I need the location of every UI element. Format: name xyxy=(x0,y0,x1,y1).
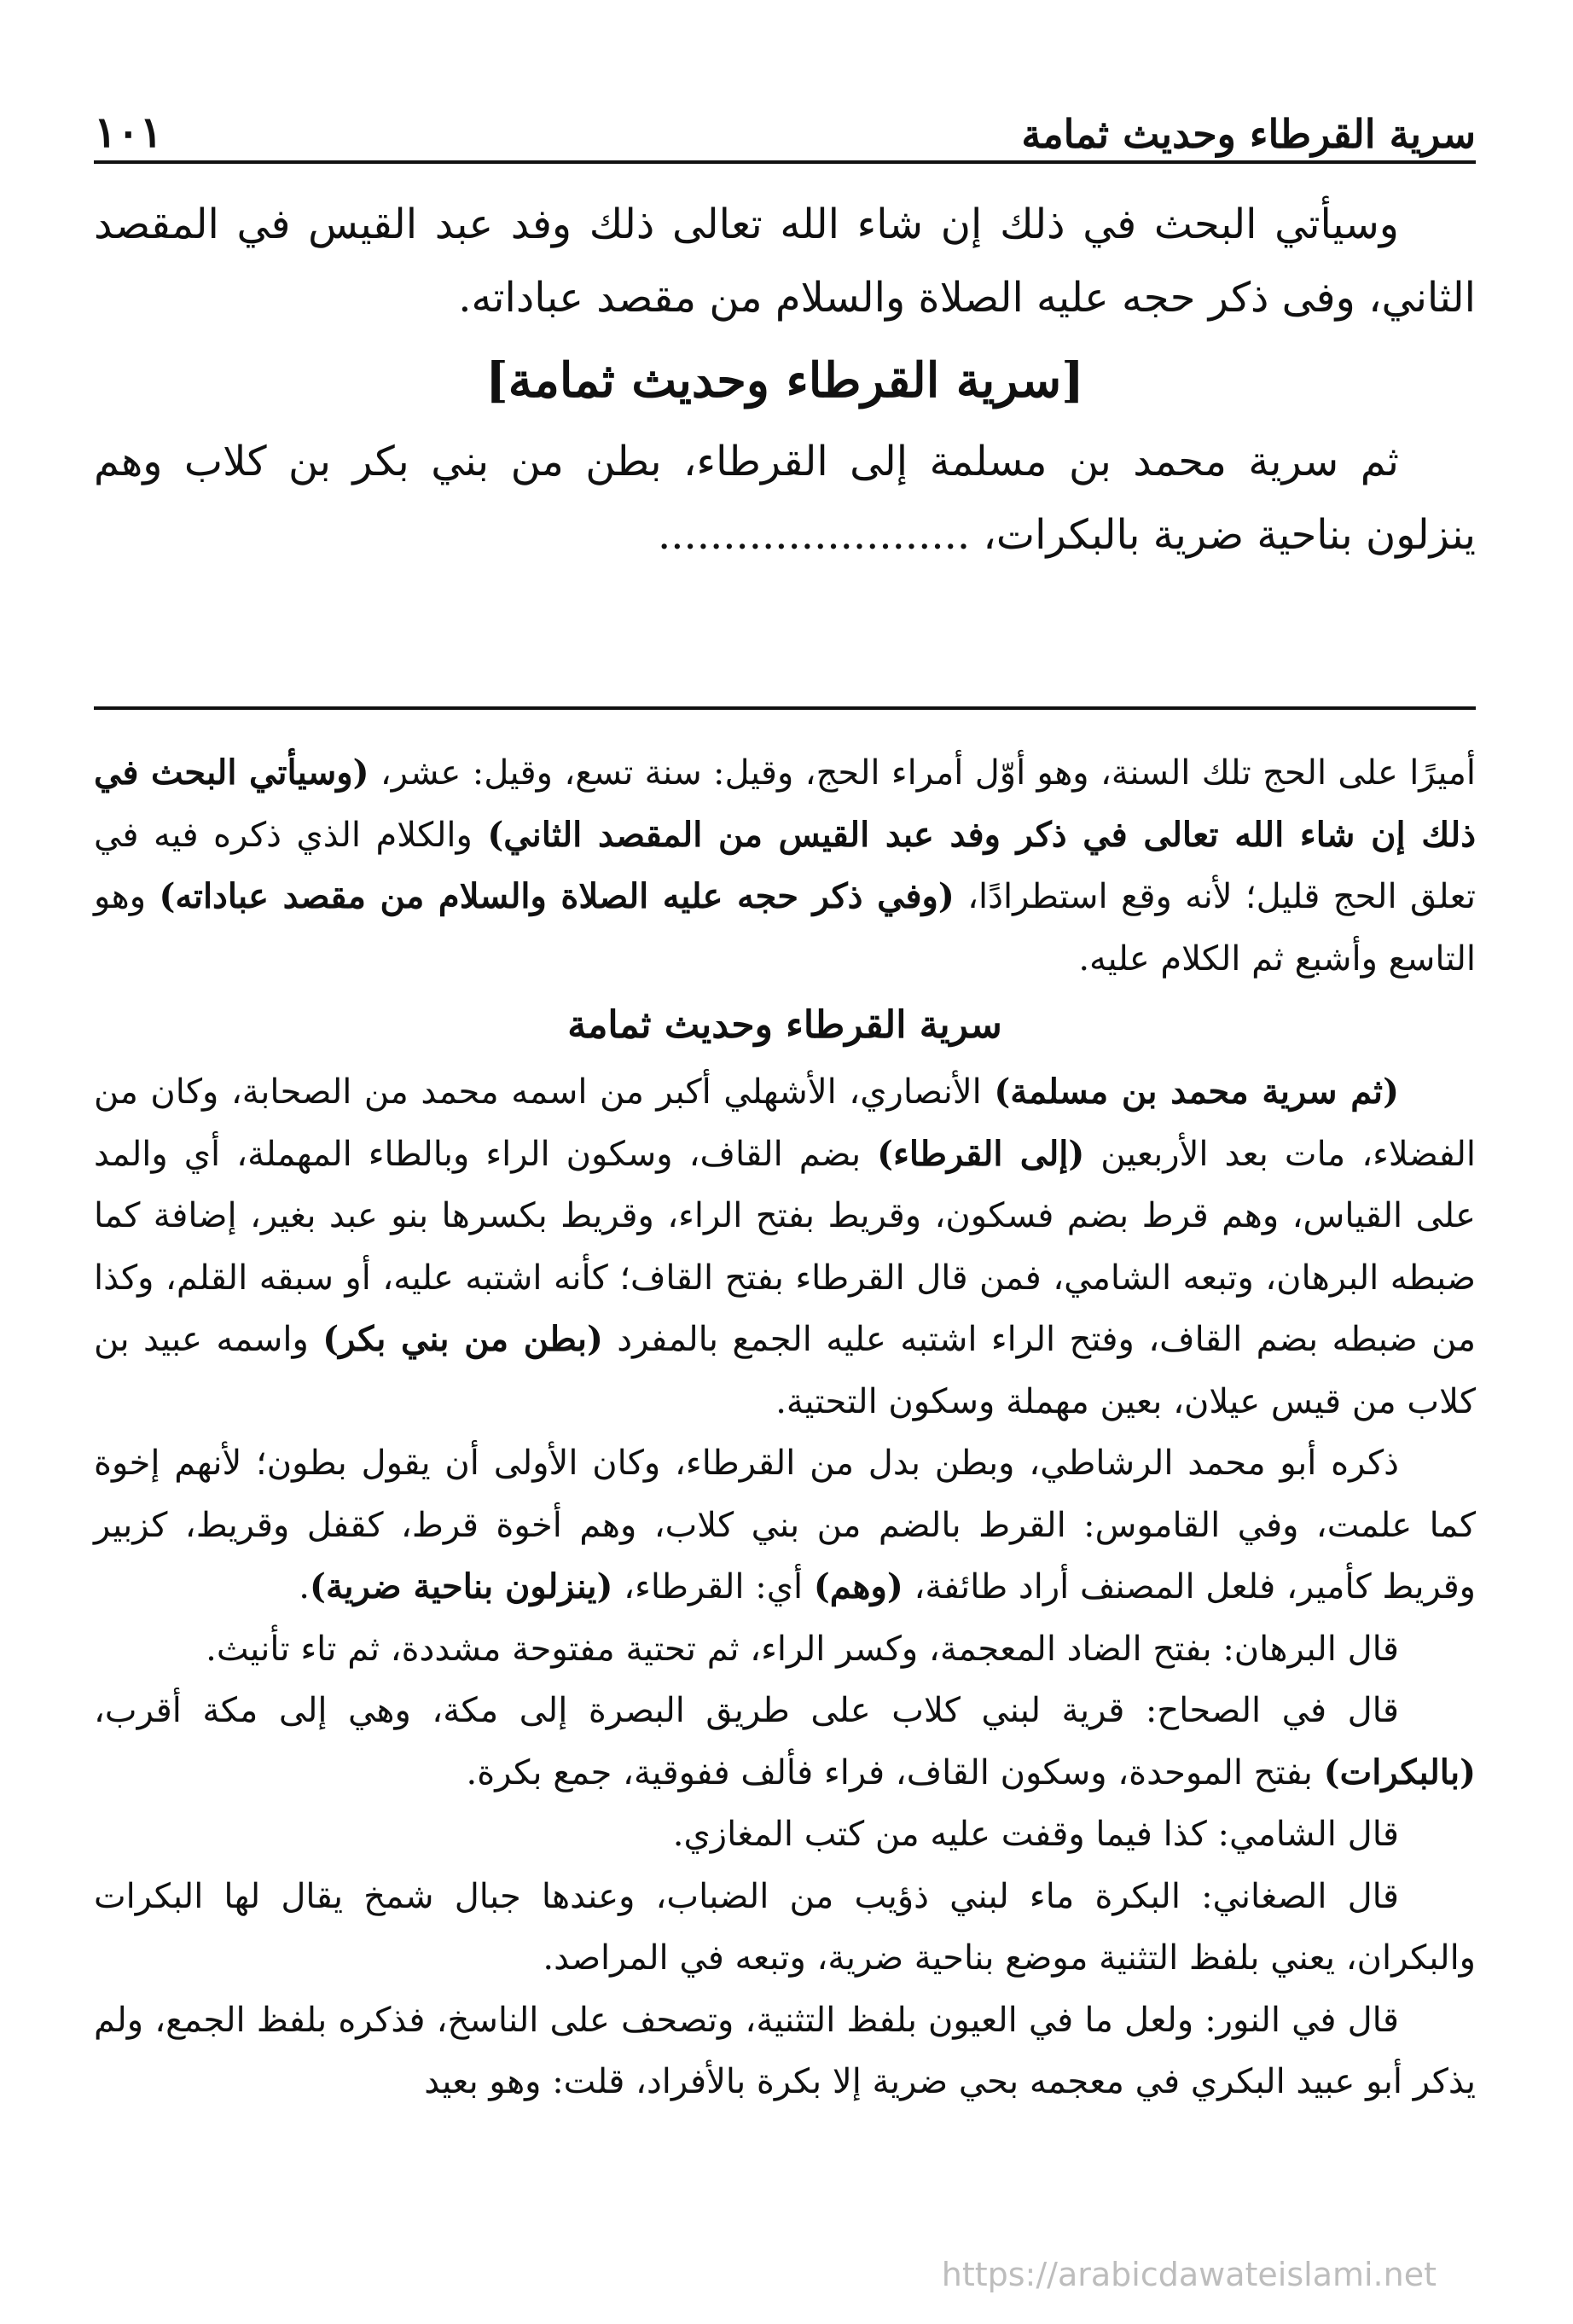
commentary-text: وهو التاسع وأشبع ثم الكلام عليه. xyxy=(94,877,1476,979)
main-text-paragraph xyxy=(94,425,1476,572)
quoted-main-text: (وهم) xyxy=(813,1566,903,1606)
commentary-text: بفتح الموحدة، وسكون القاف، فراء فألف ففوقية، جمع بكرة. xyxy=(466,1752,1324,1792)
main-text-sentence: ثم سرية محمد بن مسلمة إلى القرطاء، بطن من بني بكر بن كلاب وهم ينزلون بناحية ضرية بالبكرات، xyxy=(94,438,1476,559)
commentary-paragraph: قال في النور: ولعل ما في العيون بلفظ التثنية، وتصحف على الناسخ، فذكره بلفظ الجمع، ولم يذكر أبو عبيد البكري في معجمه بحي ضرية إلا بكرة بالأفراد، قلت: وهو بعيد xyxy=(94,2000,1476,2101)
commentary-heading: سرية القرطاء وحديث ثمامة xyxy=(567,1003,1002,1047)
main-text xyxy=(94,188,1476,572)
book-page xyxy=(94,68,1476,2286)
quoted-main-text: (ينزلون بناحية ضرية) xyxy=(310,1566,613,1606)
quoted-main-text: (بالبكرات) xyxy=(1323,1752,1476,1792)
commentary-text: ذكره أبو محمد الرشاطي، وبطن بدل من القرطاء، وكان الأولى أن يقول بطون؛ لأنهم إخوة كما علمت، وفي القاموس: القرط بالضم من بني كلاب، وهم أخوة قرط، كقفل وقريط، كزبير وقريط كأمير، فلعل المصنف أراد طائفة، xyxy=(94,1444,1476,1606)
watermark-url: https://arabicdawateislami.net xyxy=(941,2256,1437,2293)
commentary-text: قال في الصحاح: قرية لبني كلاب على طريق البصرة إلى مكة، وهي إلى مكة أقرب، xyxy=(94,1691,1399,1730)
commentary-text: أي: القرطاء، xyxy=(612,1567,814,1606)
page-number: ١٠١ xyxy=(94,107,163,157)
text-separator xyxy=(94,706,1476,710)
commentary-paragraph xyxy=(94,1061,1476,1432)
commentary-paragraph xyxy=(94,742,1476,990)
commentary-text: والكلام الذي ذكره فيه في تعلق الحج قليل؛ لأنه وقع استطرادًا، xyxy=(94,815,1477,916)
running-header-title: سرية القرطاء وحديث ثمامة xyxy=(1021,111,1476,157)
main-text-paragraph: وسيأتي البحث في ذلك إن شاء الله تعالى ذلك وفد عبد القيس في المقصد الثاني، وفى ذكر حجه عليه الصلاة والسلام من مقصد عباداته. xyxy=(94,200,1476,322)
commentary-paragraph xyxy=(94,1432,1476,1618)
quoted-main-text: (وفي ذكر حجه عليه الصلاة والسلام من مقصد عباداته) xyxy=(159,876,955,916)
quoted-main-text: (بطن من بني بكر) xyxy=(322,1319,603,1359)
commentary-text: بضم القاف، وسكون الراء وبالطاء المهملة، أي والمد على القياس، وهم قرط بضم فسكون، وقريط بفتح الراء، وقريط بكسرها بنو عبد بغير، إضافة كما ضبطه البرهان، وتبعه الشامي، فمن قال القرطاء بفتح القاف؛ كأنه اشتبه عليه، أو سبقه القلم، وكذا من ضبطه بضم القاف، وفتح الراء اشتبه عليه الجمع بالمفرد xyxy=(94,1134,1477,1359)
quoted-main-text: (ثم سرية محمد بن مسلمة) xyxy=(994,1072,1399,1112)
commentary-paragraph: قال البرهان: بفتح الضاد المعجمة، وكسر الراء، ثم تحتية مفتوحة مشددة، ثم تاء تأنيث. xyxy=(206,1629,1399,1669)
quoted-main-text: (إلى القرطاء) xyxy=(877,1133,1085,1174)
commentary-text: واسمه عبيد بن كلاب من قيس عيلان، بعين مهملة وسكون التحتية. xyxy=(94,1320,1476,1421)
commentary-text: . xyxy=(299,1567,311,1606)
running-header xyxy=(94,77,1476,157)
commentary-paragraph: قال الصغاني: البكرة ماء لبني ذؤيب من الضباب، وعندها جبال شمخ يقال لها البكرات والبكران، يعني بلفظ التثنية موضع بناحية ضرية، وتبعه في المراصد. xyxy=(94,1876,1476,1978)
commentary-paragraph: قال الشامي: كذا فيما وقفت عليه من كتب المغازي. xyxy=(672,1815,1399,1854)
ellipsis-dots: ........................ xyxy=(657,511,971,559)
quoted-main-text: (وسيأتي البحث في ذلك إن شاء الله تعالى في ذكر وفد عبد القيس من المقصد الثاني) xyxy=(94,752,1476,855)
commentary xyxy=(94,742,1476,2113)
header-rule xyxy=(94,160,1476,164)
commentary-text: الأنصاري، الأشهلي أكبر من اسمه محمد من الصحابة، وكان من الفضلاء، مات بعد الأربعين xyxy=(94,1072,1477,1174)
commentary-paragraph xyxy=(94,1680,1476,1804)
section-heading: [سرية القرطاء وحديث ثمامة] xyxy=(485,352,1084,409)
commentary-text: أميرًا على الحج تلك السنة، وهو أوّل أمراء الحج، وقيل: سنة تسع، وقيل: عشر، xyxy=(369,753,1476,793)
